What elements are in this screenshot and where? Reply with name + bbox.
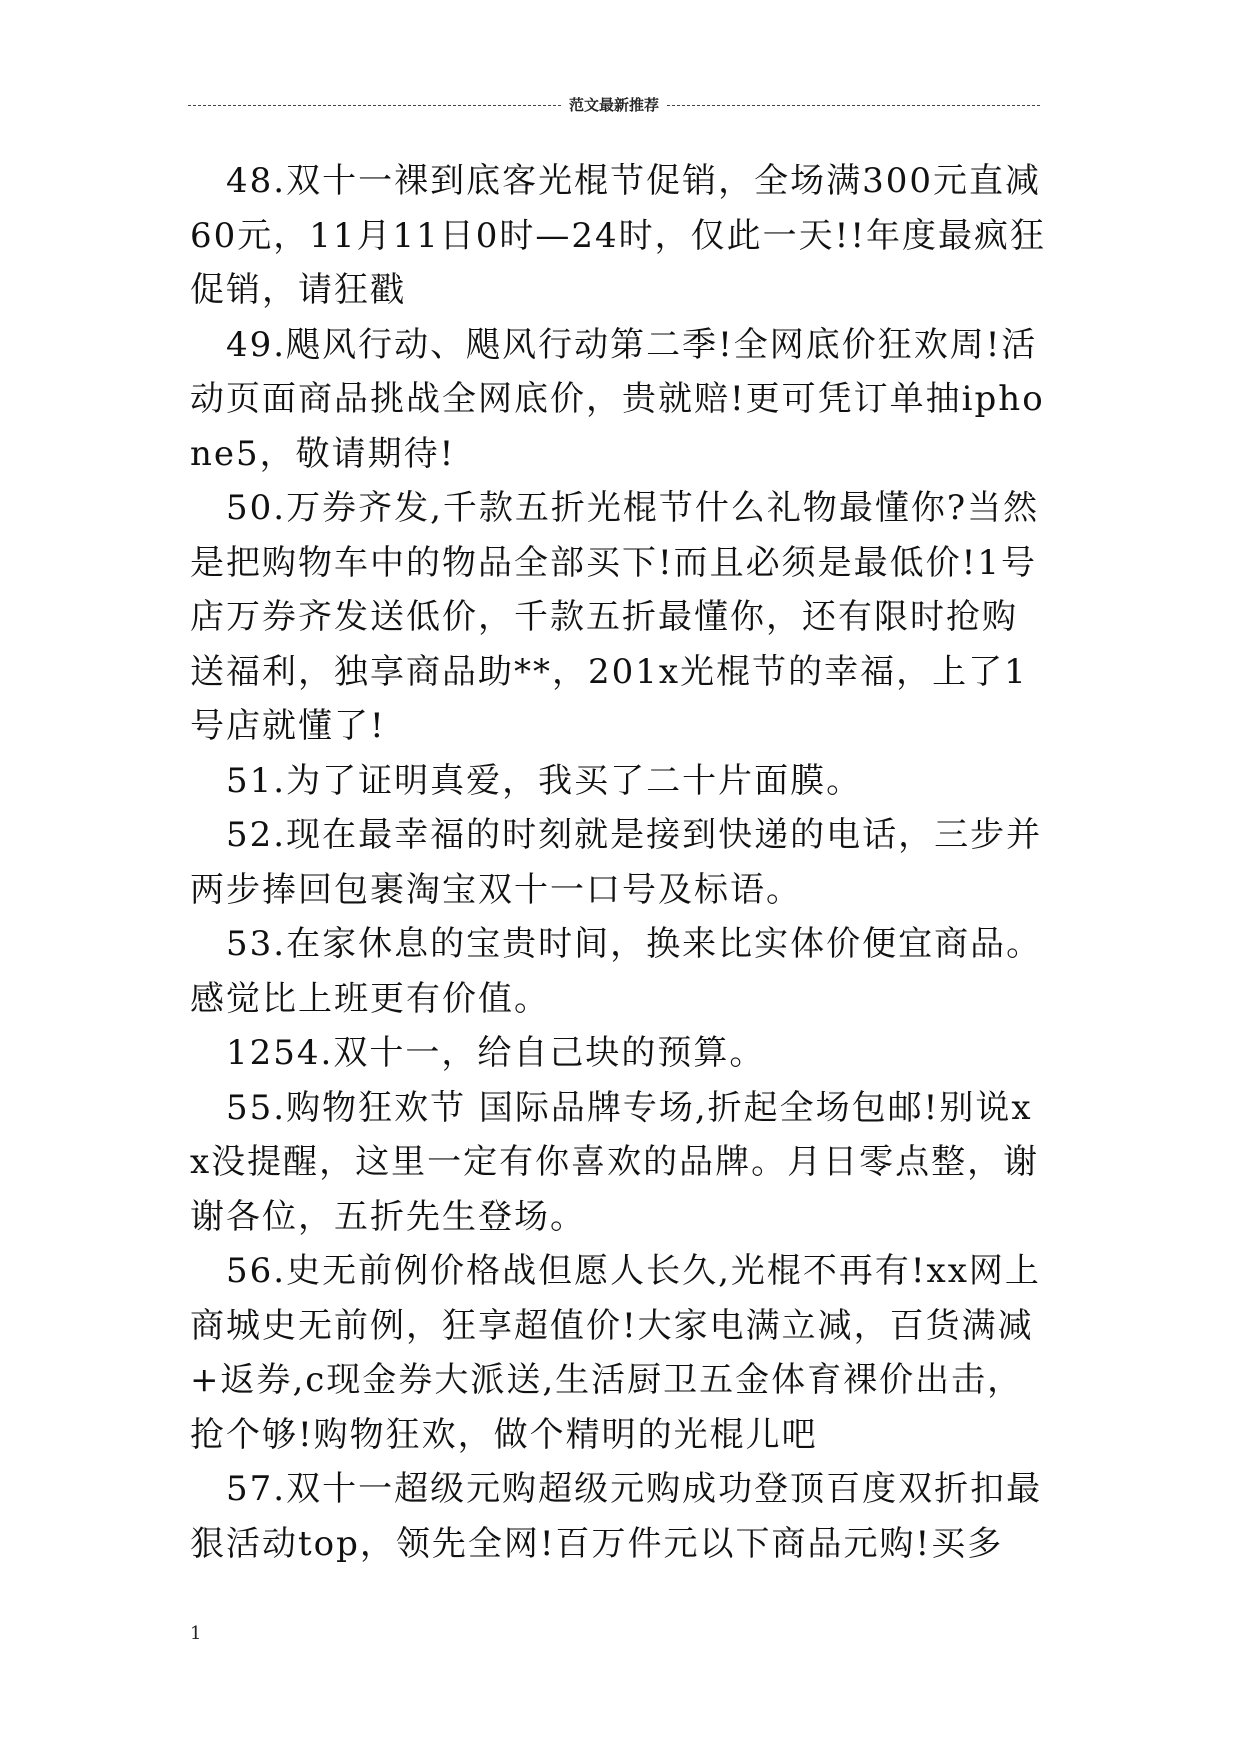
- page-header: [188, 92, 1040, 116]
- paragraph-51: 51.为了证明真爱，我买了二十片面膜。: [226, 760, 863, 801]
- paragraph-50: 50.万券齐发,千款五折光棍节什么礼物最懂你?当然是把购物车中的物品全部买下!而且必须是最低价!1号店万券齐发送低价，千款五折最懂你，还有限时抢购送福利，独享商品助**，201x光棍节的幸福，上了1号店就懂了!: [190, 488, 1040, 746]
- document-body: [190, 154, 1050, 1571]
- header-title: 范文最新推荐: [569, 95, 660, 114]
- paragraph-55: 55.购物狂欢节 国际品牌专场,折起全场包邮!别说xx没提醒，这里一定有你喜欢的品牌。月日零点整，谢谢各位，五折先生登场。: [190, 1087, 1040, 1237]
- paragraph-56: 56.史无前例价格战但愿人长久,光棍不再有!xx网上商城史无前例，狂享超值价!大家电满立减，百货满减+返券,c现金券大派送,生活厨卫五金体育裸价出击，抢个够!购物狂欢，做个精明的光棍儿吧: [190, 1251, 1041, 1455]
- paragraph-57: 57.双十一超级元购超级元购成功登顶百度双折扣最狠活动top，领先全网!百万件元以下商品元购!买多: [190, 1469, 1043, 1564]
- paragraph-52: 52.现在最幸福的时刻就是接到快递的电话，三步并两步捧回包裹淘宝双十一口号及标语。: [190, 815, 1043, 910]
- page-number: 1: [190, 1623, 202, 1644]
- paragraph-54: 1254.双十一，给自己块的预算。: [226, 1033, 766, 1073]
- header-rule-left: [188, 105, 561, 106]
- header-rule-right: [667, 105, 1040, 106]
- paragraph-48: 48.双十一裸到底客光棍节促销，全场满300元直减60元，11月11日0时—24时，仅此一天!!年度最疯狂促销，请狂戳: [190, 161, 1047, 310]
- paragraph-53: 53.在家休息的宝贵时间，换来比实体价便宜商品。感觉比上班更有价值。: [190, 924, 1043, 1019]
- paragraph-49: 49.飓风行动、飓风行动第二季!全网底价狂欢周!活动页面商品挑战全网底价，贵就赔!更可凭订单抽iphone5，敬请期待!: [190, 324, 1045, 474]
